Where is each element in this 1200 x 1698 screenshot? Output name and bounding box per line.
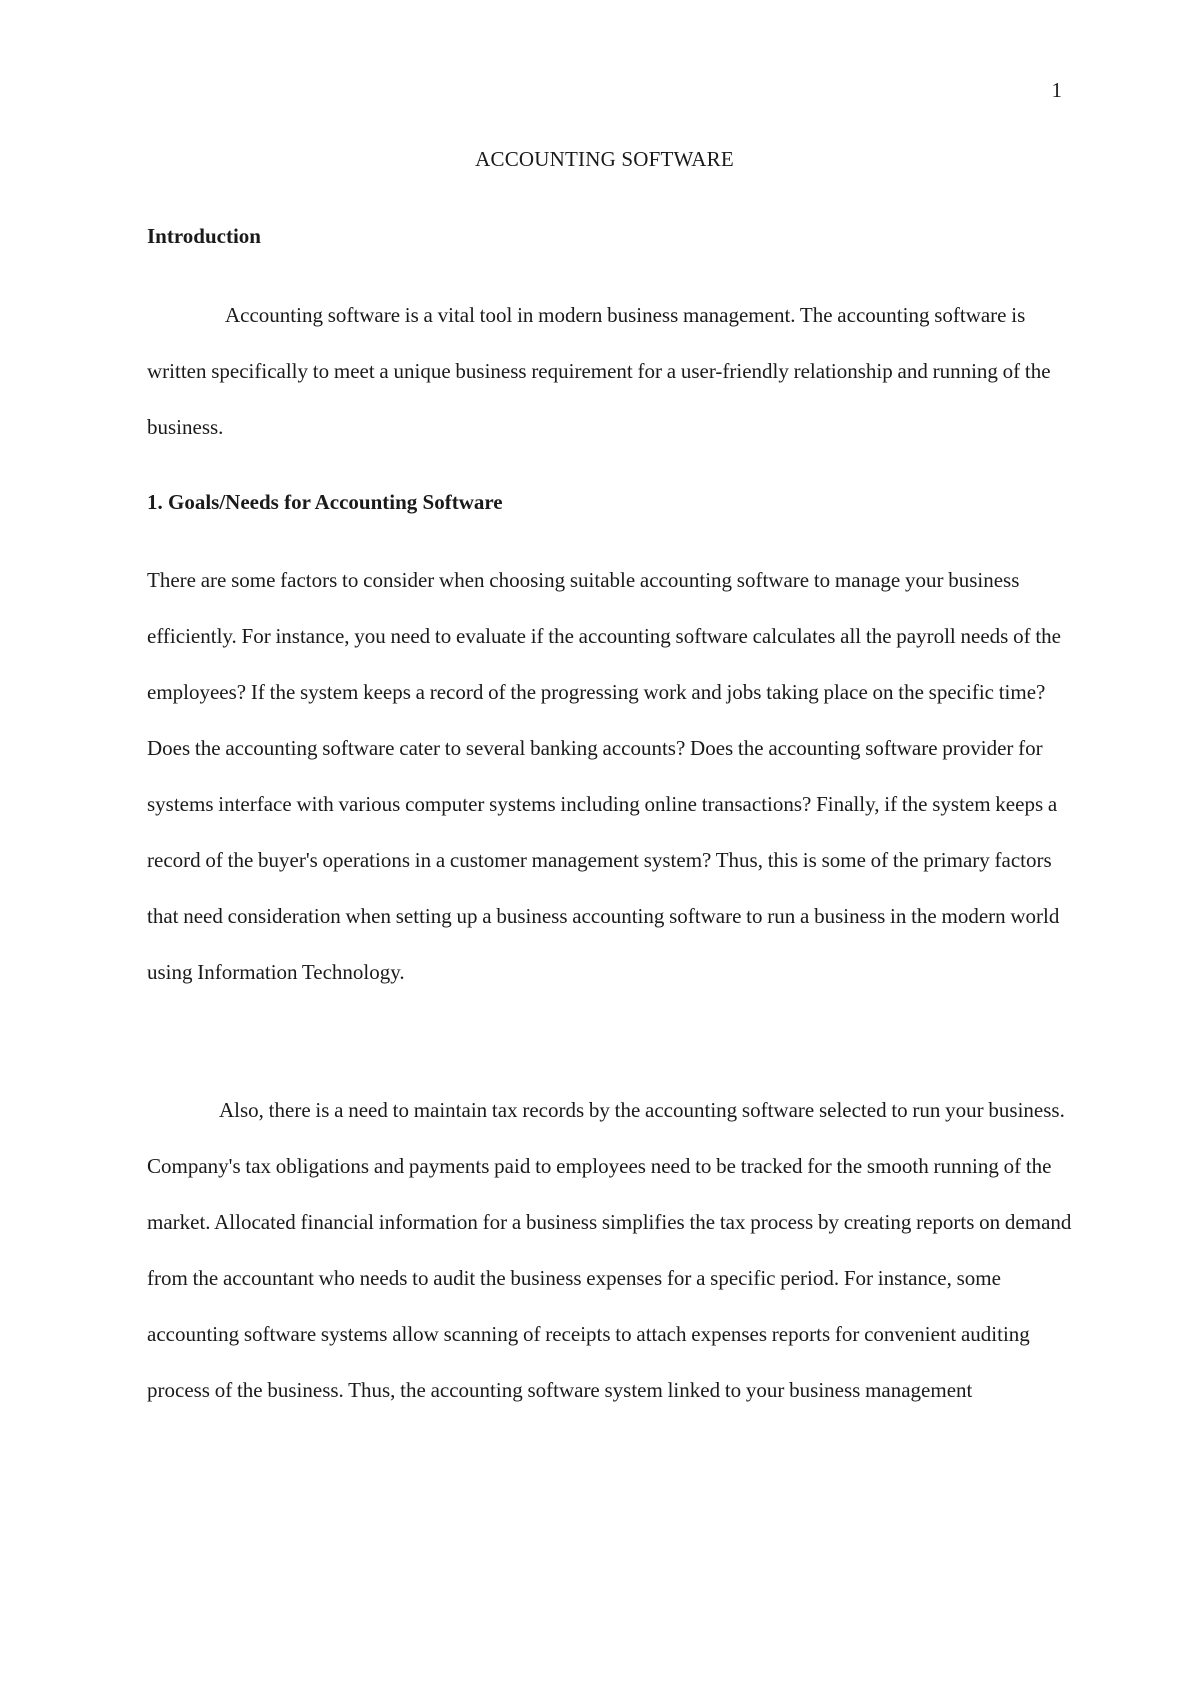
- page-number: 1: [1051, 78, 1062, 102]
- section-heading-introduction: Introduction: [147, 224, 261, 248]
- document-title: ACCOUNTING SOFTWARE: [475, 147, 734, 171]
- paragraph-goals-factors: There are some factors to consider when choosing suitable accounting software to manage your business efficiently. For instance, you need to evaluate if the accounting software calculates all the payroll needs of the employees? If the system keeps a record of the progressing work and jobs taking place on the specific time? Does the accounting software cater to several banking accounts? Does the accounting software provider for systems interface with various computer systems including online transactions? Finally, if the system keeps a record of the buyer's operations in a customer management system? Thus, this is some of the primary factors that need consideration when setting up a business accounting software to run a business in the modern world using Information Technology.: [147, 568, 1061, 984]
- paragraph-introduction: Accounting software is a vital tool in modern business management. The accounting software is written specifically to meet a unique business requirement for a user-friendly relationship and running of the business.: [147, 303, 1051, 439]
- paragraph-goals-tax-records: Also, there is a need to maintain tax records by the accounting software selected to run your business. Company's tax obligations and payments paid to employees need to be tracked for the smooth running of the market. Allocated financial information for a business simplifies the tax process by creating reports on demand from the accountant who needs to audit the business expenses for a specific period. For instance, some accounting software systems allow scanning of receipts to attach expenses reports for convenient auditing process of the business. Thus, the accounting software system linked to your business management: [147, 1098, 1072, 1402]
- section-heading-goals: 1. Goals/Needs for Accounting Software: [147, 490, 503, 514]
